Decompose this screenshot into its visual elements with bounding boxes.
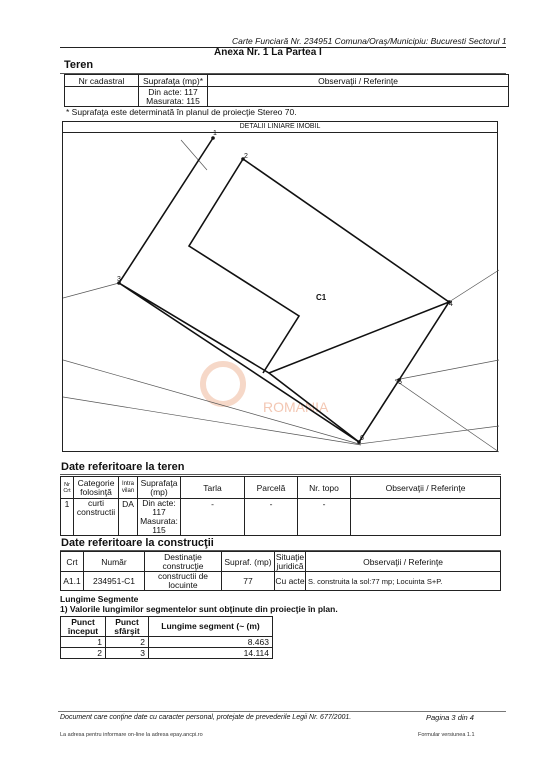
point-label-2: 2 — [244, 153, 248, 160]
col-parcela: Parcelă — [245, 477, 298, 499]
segmente-table — [60, 616, 273, 659]
parcel-plan — [63, 122, 499, 453]
col-observatii: Observaţii / Referinţe — [306, 552, 501, 572]
col-suprafata: Suprafaţa (mp) — [138, 477, 181, 499]
cell-nr: 1 — [61, 499, 74, 536]
point-label-3: 3 — [117, 276, 121, 283]
sup-acte: Din acte: 117 — [148, 86, 198, 97]
segmente-title: Lungime Segmente — [60, 594, 139, 604]
col-suprafata: Suprafaţa (mp)* — [139, 75, 208, 87]
sup-mas-label: Masurata: — [140, 516, 178, 526]
cell-suprafata — [138, 499, 181, 536]
col-destinatie: Destinaţie construcţie — [145, 552, 222, 572]
col-situatie: Situaţie juridică — [275, 551, 305, 571]
seg-row-2-len: 14.114 — [149, 648, 273, 659]
col-crt: Crt — [61, 552, 84, 572]
cell-topo: - — [298, 499, 351, 536]
cell-tarla: - — [181, 499, 245, 536]
col-nr-topo: Nr. topo — [298, 477, 351, 499]
footer-form-version: Formular versiunea 1.1 — [418, 732, 475, 738]
date-teren-rule — [60, 474, 501, 475]
sup-masurata: Masurata: 115 — [146, 95, 200, 106]
point-label-6: 6 — [360, 435, 364, 442]
point-label-4: 4 — [449, 301, 453, 308]
cf-header-line: Carte Funciară Nr. 234951 Comuna/Oraş/Municipiu: Bucuresti Sectorul 1 — [232, 36, 507, 46]
footer-disclaimer: Document care conţine date cu caracter personal, protejate de prevederile Legii Nr. 677/2001. — [60, 714, 352, 721]
cell-observatii: S. construita la sol:77 mp; Locuinta S+P. — [306, 572, 501, 591]
footer-page: Pagina 3 din 4 — [426, 713, 474, 722]
footer-rule — [58, 711, 506, 712]
cell-crt: A1.1 — [61, 572, 84, 591]
watermark-logo — [203, 364, 243, 404]
point-label-1: 1 — [213, 130, 217, 137]
cell-situatie: Cu acte — [275, 572, 306, 591]
plan-frame — [62, 121, 498, 452]
cell-suprafata: 77 — [222, 572, 275, 591]
cell-numar: 234951-C1 — [84, 572, 145, 591]
teren-section-title: Teren — [64, 59, 94, 71]
cell-nr-cadastral — [65, 87, 139, 107]
col-suprafata: Supraf. (mp) — [222, 552, 275, 572]
parcel-label-c1: C1 — [316, 293, 327, 302]
sup-mas-value: 115 — [152, 525, 166, 535]
date-teren-title: Date referitoare la teren — [61, 461, 185, 473]
date-constructii-table — [60, 551, 501, 591]
seg-row-1-len: 8.463 — [149, 637, 273, 648]
annex-title: Anexa Nr. 1 La Partea I — [214, 47, 322, 58]
col-lungime: Lungime segment (~ (m) — [149, 617, 273, 637]
date-constructii-title: Date referitoare la construcţii — [61, 537, 214, 549]
col-categorie: Categorie folosinţă — [74, 477, 119, 499]
watermark-text: ROMANIA — [263, 399, 329, 415]
cell-intravilan: DA — [119, 499, 138, 536]
teren-footnote: * Suprafaţa este determinată în planul de proiecţie Stereo 70. — [66, 107, 297, 117]
plan-caption: DETALII LINIARE IMOBIL — [239, 123, 321, 130]
col-observatii: Observaţii / Referinţe — [351, 477, 501, 499]
col-numar: Număr — [84, 552, 145, 572]
cell-destinatie: constructii de locuinte — [145, 572, 222, 591]
footer-info: La adresa pentru informare on-line la adresa epay.ancpi.ro — [60, 732, 203, 738]
col-observatii: Observaţii / Referinţe — [208, 75, 509, 87]
col-nr-crt: Nr Crt — [61, 477, 74, 499]
cell-observatii — [351, 499, 501, 536]
seg-row-1-end: 2 — [106, 637, 149, 648]
sup-acte-label: Din acte: — [142, 498, 176, 508]
seg-row-2-start: 2 — [61, 648, 106, 659]
col-nr-cadastral: Nr cadastral — [65, 75, 139, 87]
point-label-5: 5 — [398, 379, 402, 386]
teren-table — [64, 74, 509, 107]
cell-categorie: curti constructii — [74, 499, 119, 536]
date-teren-table — [60, 476, 501, 536]
cell-suprafata — [139, 87, 208, 107]
seg-row-2-end: 3 — [106, 648, 149, 659]
col-punct-sfarsit: Punct sfârşit — [106, 617, 149, 637]
cell-parcela: - — [245, 499, 298, 536]
cell-observatii — [208, 87, 509, 107]
sup-acte-value: 117 — [152, 507, 166, 517]
col-tarla: Tarla — [181, 477, 245, 499]
seg-row-1-start: 1 — [61, 637, 106, 648]
col-intravilan: Intra vilan — [119, 477, 138, 499]
segmente-subtitle: 1) Valorile lungimilor segmentelor sunt obţinute din proiecţie în plan. — [60, 604, 338, 614]
col-punct-inceput: Punct început — [61, 617, 106, 637]
